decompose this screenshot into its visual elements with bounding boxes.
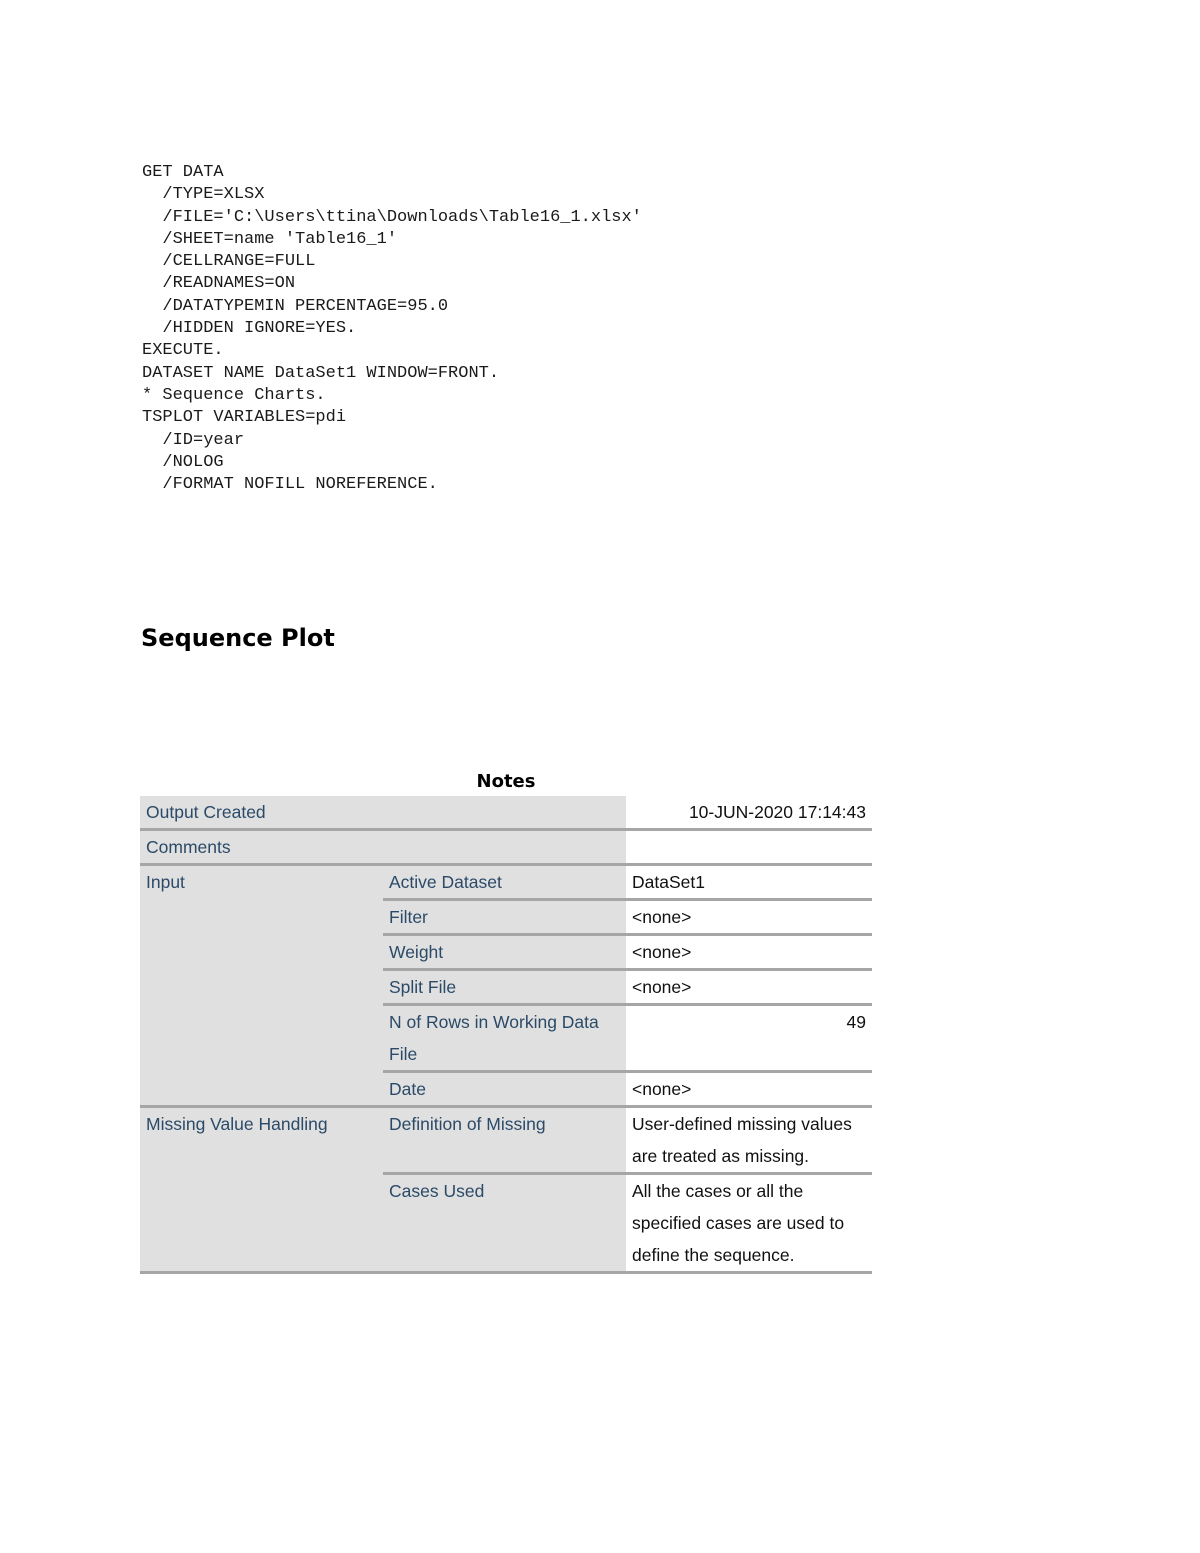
syntax-line: * Sequence Charts. xyxy=(142,385,326,405)
n-rows-value: 49 xyxy=(626,1005,872,1072)
syntax-line: /FILE='C:\Users\ttina\Downloads\Table16_1.xlsx' xyxy=(142,207,642,227)
syntax-line: /NOLOG xyxy=(142,452,224,472)
syntax-line: /READNAMES=ON xyxy=(142,274,296,294)
output-created-value: 10-JUN-2020 17:14:43 xyxy=(626,796,872,830)
table-row xyxy=(140,830,872,865)
weight-value: <none> xyxy=(626,935,872,970)
filter-value: <none> xyxy=(626,900,872,935)
syntax-line: /TYPE=XLSX xyxy=(142,185,265,205)
output-created-label: Output Created xyxy=(140,796,626,830)
syntax-line: /HIDDEN IGNORE=YES. xyxy=(142,319,357,339)
date-value: <none> xyxy=(626,1072,872,1107)
definition-of-missing-value: User-defined missing values are treated as missing. xyxy=(626,1107,872,1174)
table-row xyxy=(140,1107,872,1174)
syntax-line: /FORMAT NOFILL NOREFERENCE. xyxy=(142,475,438,495)
filter-label: Filter xyxy=(383,900,626,935)
split-file-label: Split File xyxy=(383,970,626,1005)
syntax-line: /DATATYPEMIN PERCENTAGE=95.0 xyxy=(142,296,449,316)
table-row xyxy=(140,796,872,830)
syntax-line: DATASET NAME DataSet1 WINDOW=FRONT. xyxy=(142,363,500,383)
active-dataset-label: Active Dataset xyxy=(383,865,626,900)
syntax-line: GET DATA xyxy=(142,163,224,182)
n-rows-label: N of Rows in Working Data File xyxy=(383,1005,626,1072)
comments-label: Comments xyxy=(140,830,626,865)
active-dataset-value: DataSet1 xyxy=(626,865,872,900)
date-label: Date xyxy=(383,1072,626,1107)
syntax-line: TSPLOT VARIABLES=pdi xyxy=(142,408,347,428)
weight-label: Weight xyxy=(383,935,626,970)
syntax-log xyxy=(142,162,642,496)
sequence-plot-heading: Sequence Plot xyxy=(141,624,335,652)
split-file-value: <none> xyxy=(626,970,872,1005)
cases-used-label: Cases Used xyxy=(383,1174,626,1273)
notes-title: Notes xyxy=(476,771,536,792)
table-row xyxy=(140,865,872,900)
syntax-line: /CELLRANGE=FULL xyxy=(142,252,316,272)
syntax-line: /ID=year xyxy=(142,430,245,450)
notes-table xyxy=(140,796,872,1274)
comments-value xyxy=(626,830,872,865)
syntax-line: EXECUTE. xyxy=(142,341,224,361)
input-group-label: Input xyxy=(140,865,383,1107)
syntax-line: /SHEET=name 'Table16_1' xyxy=(142,229,398,249)
definition-of-missing-label: Definition of Missing xyxy=(383,1107,626,1174)
missing-value-handling-label: Missing Value Handling xyxy=(140,1107,383,1273)
cases-used-value: All the cases or all the specified cases are used to define the sequence. xyxy=(626,1174,872,1273)
